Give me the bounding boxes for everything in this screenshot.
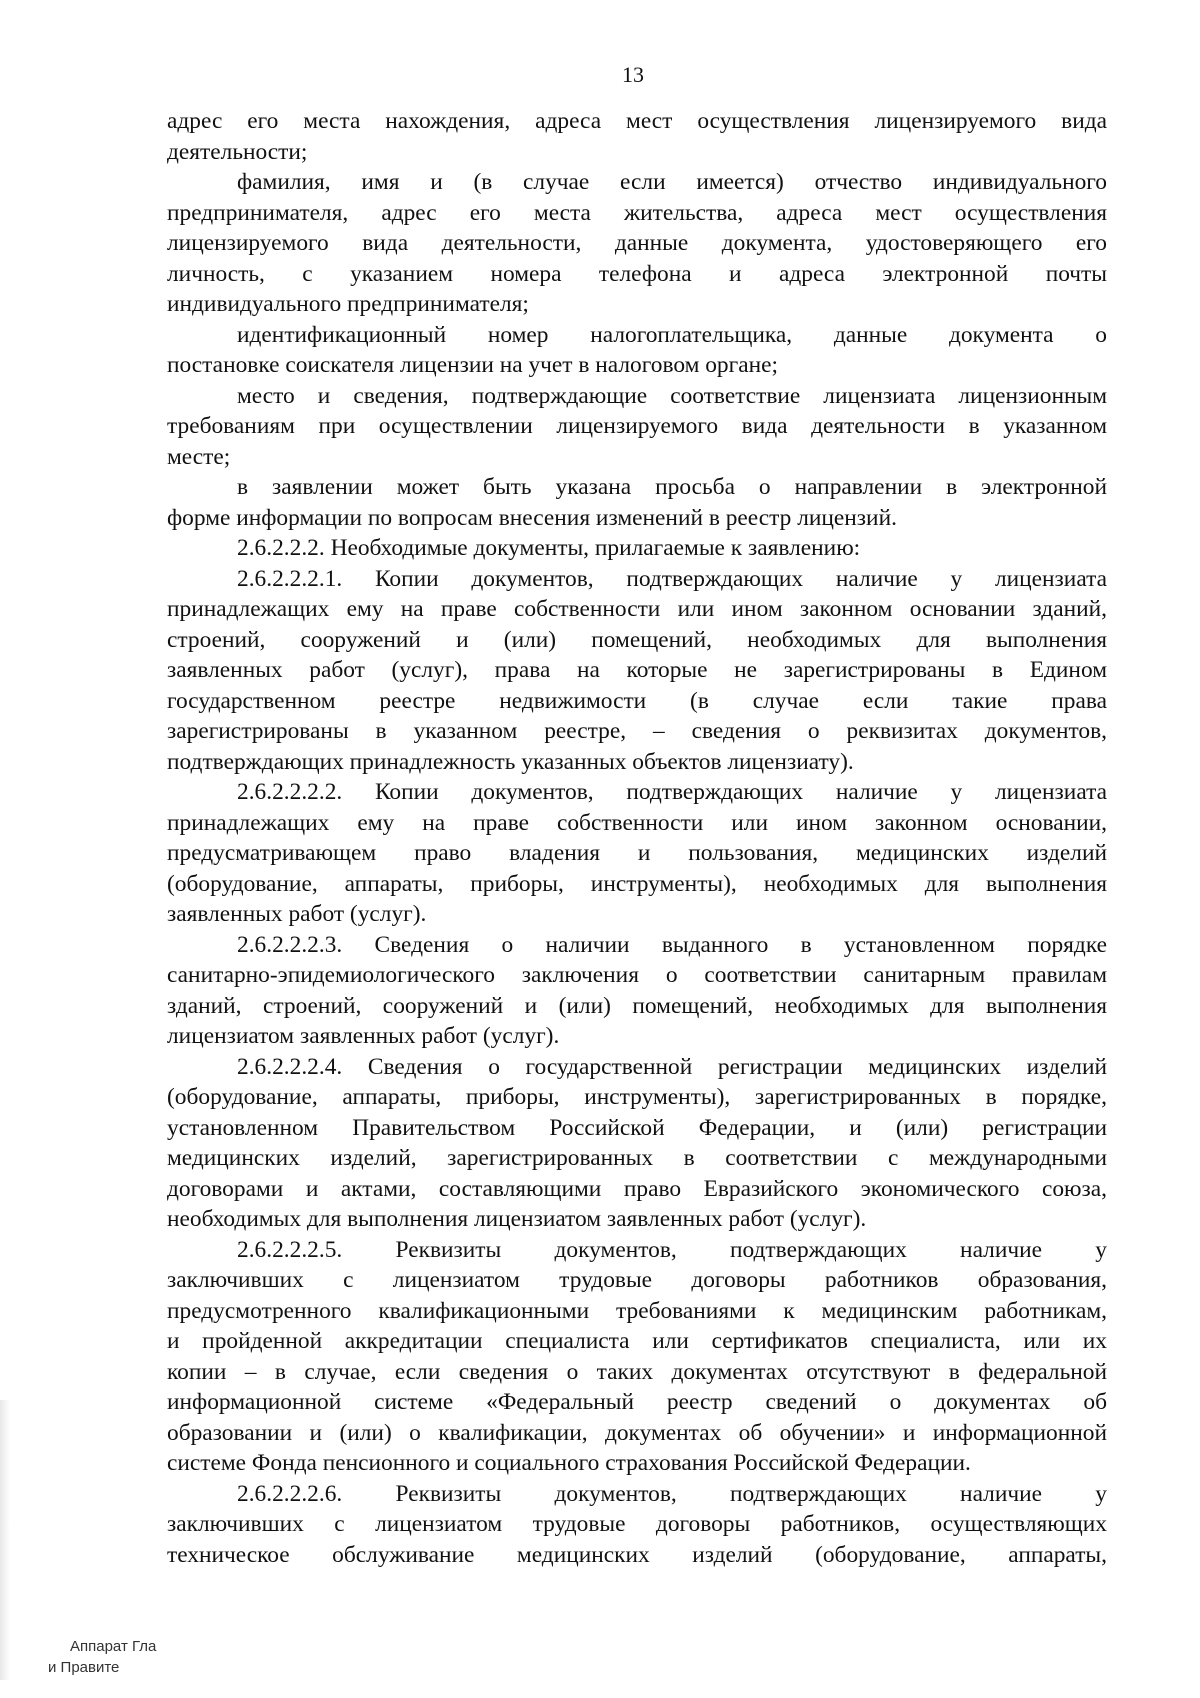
text-line: строений, сооружений и (или) помещений, необходимых для выполнения bbox=[167, 626, 1107, 653]
text-line: заявленных работ (услуг). bbox=[167, 901, 427, 927]
text-line: 2.6.2.2.2.3. Сведения о наличии выданного в установленном порядке bbox=[237, 931, 1107, 958]
text-line: 2.6.2.2.2.1. Копии документов, подтверждающих наличие у лицензиата bbox=[237, 565, 1107, 592]
text-line: зарегистрированы в указанном реестре, – сведения о реквизитах документов, bbox=[167, 718, 1107, 744]
text-line: требованиям при осуществлении лицензируемого вида деятельности в указанном bbox=[167, 413, 1107, 439]
document-body bbox=[167, 106, 1107, 1570]
text-line: (оборудование, аппараты, приборы, инструменты), зарегистрированных в порядке, bbox=[167, 1084, 1107, 1110]
scan-edge-shadow bbox=[0, 1400, 10, 1680]
text-line: заключивших с лицензиатом трудовые договоры работников, осуществляющих bbox=[167, 1511, 1107, 1537]
text-line: (оборудование, аппараты, приборы, инструменты), необходимых для выполнения bbox=[167, 870, 1107, 897]
text-line: предпринимателя, адрес его места жительства, адреса мест осуществления bbox=[167, 199, 1107, 226]
page-number: 13 bbox=[622, 62, 644, 87]
text-line: идентификационный номер налогоплательщика, данные документа о bbox=[237, 321, 1107, 348]
text-line: заявленных работ (услуг), права на которые не зарегистрированы в Едином bbox=[167, 657, 1107, 683]
text-line: постановке соискателя лицензии на учет в налоговом органе; bbox=[167, 352, 778, 378]
text-line: личность, с указанием номера телефона и адреса электронной почты bbox=[167, 260, 1107, 287]
stamp-line-1: Аппарат Гла bbox=[70, 1638, 157, 1655]
text-line: государственном реестре недвижимости (в случае если такие права bbox=[167, 687, 1107, 714]
text-line: подтверждающих принадлежность указанных объектов лицензиату). bbox=[167, 748, 854, 775]
text-line: 2.6.2.2.2. Необходимые документы, прилагаемые к заявлению: bbox=[237, 535, 861, 561]
text-line: зданий, строений, сооружений и (или) помещений, необходимых для выполнения bbox=[167, 992, 1107, 1019]
text-line: предусмотренного квалификационными требованиями к медицинским работникам, bbox=[167, 1297, 1107, 1324]
stamp-line-2: и Правите bbox=[48, 1659, 120, 1676]
text-line: техническое обслуживание медицинских изделий (оборудование, аппараты, bbox=[167, 1541, 1107, 1568]
text-line: месте; bbox=[167, 443, 231, 470]
text-line: образовании и (или) о квалификации, документах об обучении» и информационной bbox=[167, 1419, 1107, 1446]
text-line: лицензиатом заявленных работ (услуг). bbox=[167, 1023, 560, 1049]
text-line: 2.6.2.2.2.2. Копии документов, подтверждающих наличие у лицензиата bbox=[237, 779, 1107, 805]
text-line: лицензируемого вида деятельности, данные документа, удостоверяющего его bbox=[167, 230, 1107, 256]
text-line: принадлежащих ему на праве собственности или ином законном основании зданий, bbox=[167, 596, 1107, 622]
text-line: 2.6.2.2.2.4. Сведения о государственной регистрации медицинских изделий bbox=[237, 1053, 1107, 1080]
text-line: в заявлении может быть указана просьба о направлении в электронной bbox=[237, 474, 1107, 500]
text-line: санитарно-эпидемиологического заключения о соответствии санитарным правилам bbox=[167, 962, 1107, 988]
text-line: фамилия, имя и (в случае если имеется) отчество индивидуального bbox=[237, 169, 1107, 195]
text-line: 2.6.2.2.2.5. Реквизиты документов, подтверждающих наличие у bbox=[237, 1236, 1107, 1263]
text-line: принадлежащих ему на праве собственности или ином законном основании, bbox=[167, 809, 1107, 836]
text-line: адрес его места нахождения, адреса мест осуществления лицензируемого вида bbox=[167, 108, 1107, 134]
text-line: форме информации по вопросам внесения изменений в реестр лицензий. bbox=[167, 504, 897, 531]
text-line: системе Фонда пенсионного и социального страхования Российской Федерации. bbox=[167, 1450, 971, 1476]
text-line: индивидуального предпринимателя; bbox=[167, 291, 529, 317]
text-line: деятельности; bbox=[167, 138, 308, 165]
text-line: и пройденной аккредитации специалиста или сертификатов специалиста, или их bbox=[167, 1328, 1107, 1354]
text-line: необходимых для выполнения лицензиатом заявленных работ (услуг). bbox=[167, 1206, 867, 1232]
stamp bbox=[48, 1636, 156, 1678]
text-line: предусматривающем право владения и пользования, медицинских изделий bbox=[167, 840, 1107, 866]
text-line: информационной системе «Федеральный реестр сведений о документах об bbox=[167, 1389, 1107, 1415]
text-line: договорами и актами, составляющими право Евразийского экономического союза, bbox=[167, 1175, 1107, 1202]
text-line: медицинских изделий, зарегистрированных в соответствии с международными bbox=[167, 1145, 1107, 1171]
text-line: копии – в случае, если сведения о таких документах отсутствуют в федеральной bbox=[167, 1358, 1107, 1385]
text-line: 2.6.2.2.2.6. Реквизиты документов, подтверждающих наличие у bbox=[237, 1480, 1107, 1507]
text-line: место и сведения, подтверждающие соответствие лицензиата лицензионным bbox=[237, 382, 1107, 409]
text-line: установленном Правительством Российской Федерации, и (или) регистрации bbox=[167, 1114, 1107, 1141]
text-line: заключивших с лицензиатом трудовые договоры работников образования, bbox=[167, 1267, 1107, 1293]
